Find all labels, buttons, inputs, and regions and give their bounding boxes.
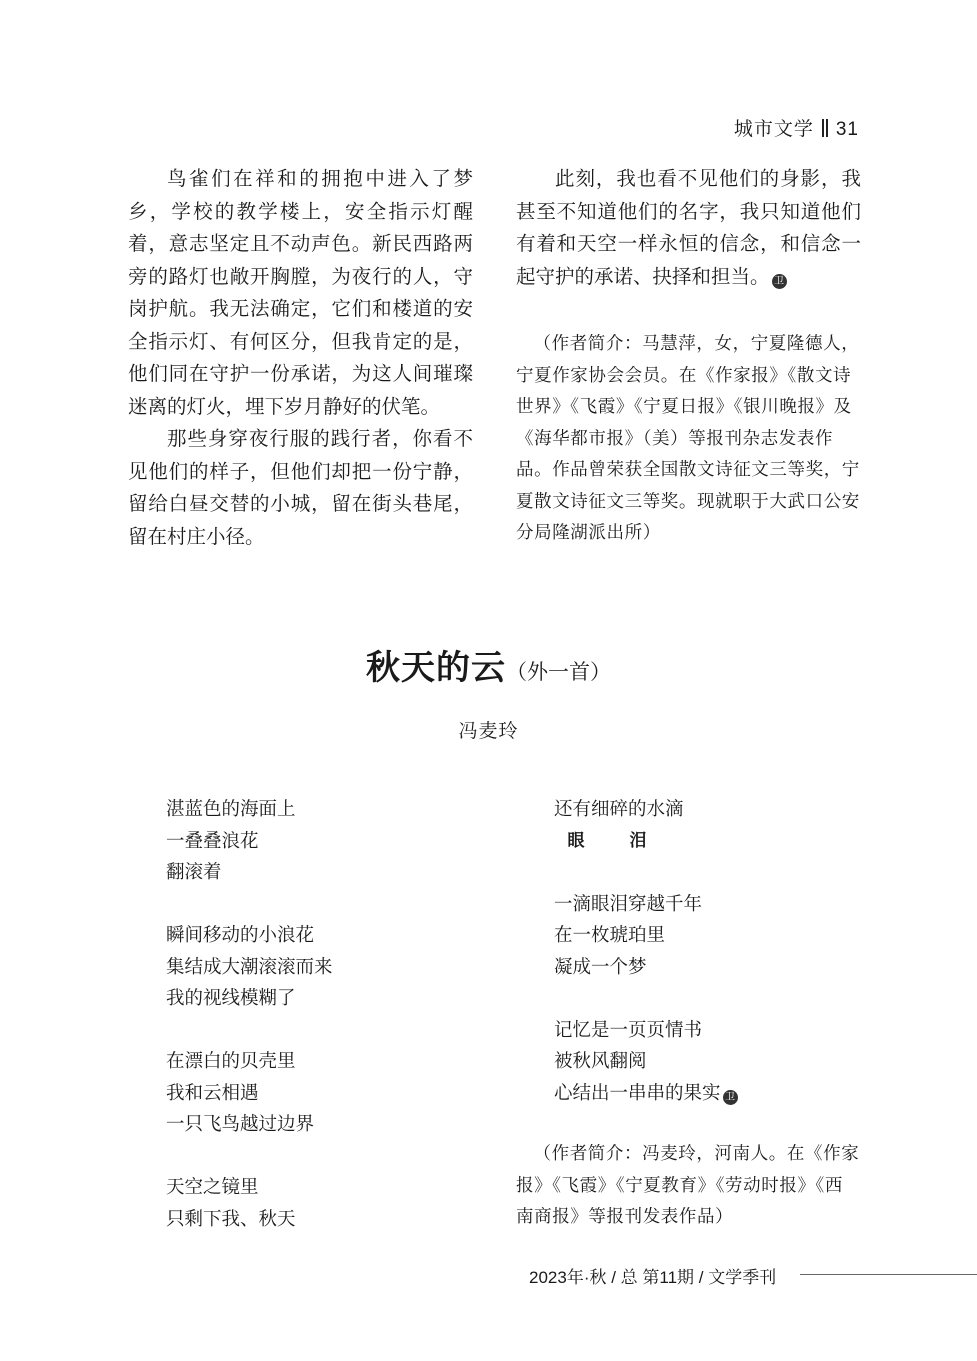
author-bio: （作者简介：冯麦玲，河南人。在《作家报》《飞霞》《宁夏教育》《劳动时报》《西南商报》等报刊发表作品） [516, 1144, 860, 1227]
poem-line: 我的视线模糊了 [166, 988, 296, 1009]
paragraph: 那些身穿夜行服的践行者，你看不见他们的样子，但他们却把一份宁静，留给白昼交替的小城，留在街头巷尾，留在村庄小径。 [128, 427, 473, 548]
paragraph-text: 此刻，我也看不见他们的身影，我甚至不知道他们的名字，我只知道他们有着和天空一样永恒的信念，和信念一起守护的承诺、抉择和担当。 [516, 167, 861, 288]
end-mark-icon: 卫 [772, 274, 787, 289]
stanza [166, 794, 333, 889]
poem-line [554, 1078, 738, 1110]
header-divider [822, 119, 828, 137]
left-column [128, 163, 473, 553]
poem-line: 集结成大潮滚滚而来 [166, 956, 333, 978]
poem-line: 只剩下我、秋天 [166, 1208, 296, 1230]
section-name: 城市文学 [733, 119, 814, 140]
poem-title-suffix: （外一首） [506, 660, 611, 684]
stanza [166, 1172, 333, 1235]
poem-line: 在一枚琥珀里 [554, 925, 666, 946]
poem-line: 湛蓝色的海面上 [166, 799, 296, 820]
poem-line: 一叠叠浪花 [166, 830, 259, 852]
poem-line: 一滴眼泪穿越千年 [554, 893, 703, 915]
poem-line: 记忆是一页页情书 [554, 1019, 703, 1041]
poem-title-main: 秋天的云 [366, 648, 506, 688]
right-column [516, 163, 861, 550]
paragraph [516, 163, 861, 293]
poem-title [0, 640, 977, 689]
poem-author-bio-block [516, 1139, 861, 1234]
poem-left-column [166, 794, 333, 1267]
running-header [734, 114, 859, 141]
poem-author: 冯麦玲 [458, 721, 519, 742]
paragraph: 鸟雀们在祥和的拥抱中进入了梦乡，学校的教学楼上，安全指示灯醒着，意志坚定且不动声色。新民西路两旁的路灯也敞开胸膛，为夜行的人，守岗护航。我无法确定，它们和楼道的安全指示灯、有何区分，但我肯定的是，他们同在守护一份承诺，为这人间璀璨迷离的灯火，埋下岁月静好的伏笔。 [128, 167, 473, 418]
author-bio: （作者简介：马慧萍，女，宁夏隆德人，宁夏作家协会会员。在《作家报》《散文诗世界》《飞霞》《宁夏日报》《银川晚报》及《海华都市报》（美）等报刊杂志发表作品。作品曾荣获全国散文诗征文三等奖，宁夏散文诗征文三等奖。现就职于大武口公安分局隆湖派出所） [516, 334, 860, 543]
poem-line: 还有细碎的水滴 [554, 799, 684, 820]
stanza [166, 1046, 333, 1141]
issue-footer: 2023年·秋 / 总 第11期 / 文学季刊 [529, 1268, 777, 1287]
stanza [554, 1015, 738, 1110]
poem-line: 被秋风翻阅 [554, 1051, 647, 1072]
stanza [554, 889, 738, 984]
poem-line: 翻滚着 [166, 862, 222, 883]
poem-line: 我和云相遇 [166, 1082, 259, 1104]
second-poem-title: 眼 泪 [567, 830, 661, 851]
end-mark-icon: 卫 [723, 1090, 738, 1105]
poem-line: 在漂白的贝壳里 [166, 1051, 296, 1072]
poem-right-column [554, 794, 738, 1141]
poem-line: 一只飞鸟越过边界 [166, 1114, 315, 1135]
poem-line: 凝成一个梦 [554, 956, 647, 978]
stanza [166, 920, 333, 1015]
poem-line: 瞬间移动的小浪花 [166, 925, 315, 946]
page-number: 31 [835, 119, 859, 140]
poem-line: 天空之镜里 [166, 1177, 259, 1198]
poem-line-text: 心结出一串串的果实 [554, 1082, 721, 1104]
footer-rule [800, 1274, 977, 1275]
